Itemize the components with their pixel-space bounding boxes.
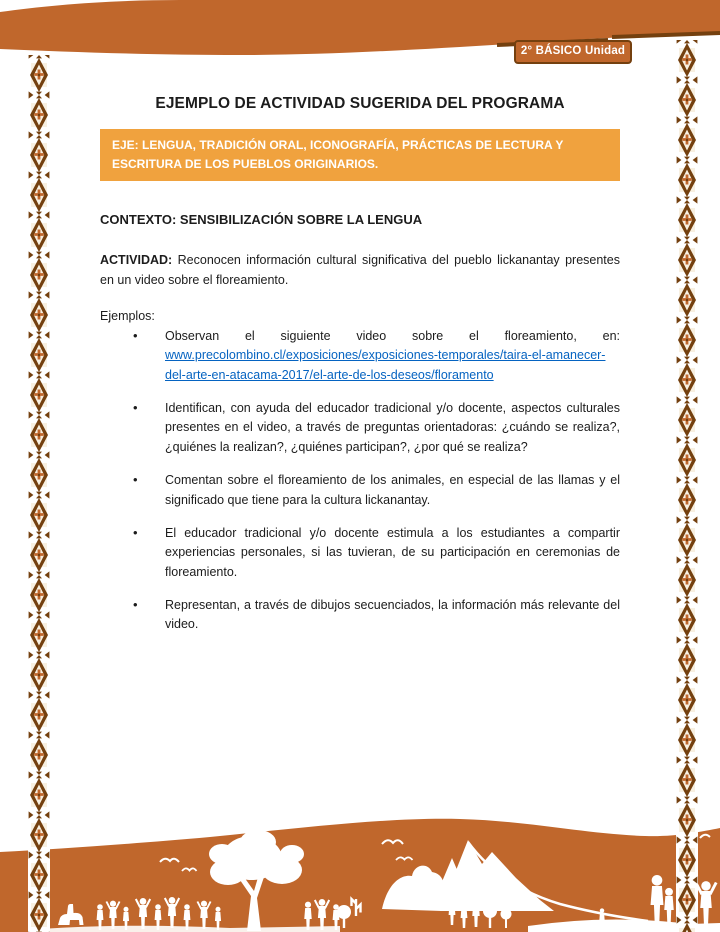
contexto-heading: CONTEXTO: SENSIBILIZACIÓN SOBRE LA LENGUA <box>100 212 423 228</box>
bullet-icon: • <box>133 327 138 343</box>
ejemplos-label: Ejemplos: <box>100 308 155 323</box>
bullet4-text: El educador tradicional y/o docente estimula a los estudiantes a compartir experiencias personales, si las tuvieran, de su participación en ceremonias de floreamiento. <box>165 525 620 579</box>
bullet-icon: • <box>133 472 138 488</box>
left-andean-border-icon <box>28 55 50 932</box>
bullet1-text: Observan el siguiente video sobre el floreamiento, en: <box>165 328 620 343</box>
list-item-representan <box>133 596 620 635</box>
bullet-icon: • <box>133 524 138 540</box>
actividad-label: ACTIVIDAD: <box>100 253 173 268</box>
bullet3-text: Comentan sobre el floreamiento de los animales, en especial de las llamas y el significado que tiene para la cultura lickanantay. <box>165 473 620 507</box>
eje-highlight-box <box>100 129 620 181</box>
list-item-educador <box>133 524 620 582</box>
bullet5-text: Representan, a través de dibujos secuenciados, la información más relevante del video. <box>165 598 620 632</box>
bullet-icon: • <box>133 597 138 613</box>
bullet-icon: • <box>133 400 138 416</box>
list-item-comentan <box>133 471 620 510</box>
footer-landscape-icon <box>0 812 720 932</box>
page-title: EJEMPLO DE ACTIVIDAD SUGERIDA DEL PROGRAMA <box>155 95 565 112</box>
list-item-video <box>133 327 620 385</box>
unit-badge: 2° BÁSICO Unidad 1 <box>514 40 632 64</box>
eje-text: EJE: LENGUA, TRADICIÓN ORAL, ICONOGRAFÍA, PRÁCTICAS DE LECTURA Y ESCRITURA DE LOS PUEBLOS ORIGINARIOS. <box>112 138 564 171</box>
bullet2-text: Identifican, con ayuda del educador tradicional y/o docente, aspectos culturales presentes en el video, a través de preguntas orientadoras: ¿cuándo se realiza?, ¿quiénes la realizan?, ¿quiénes participan?, ¿por qué se realiza? <box>165 401 620 454</box>
video-link[interactable]: www.precolombino.cl/exposiciones/exposiciones-temporales/taira-el-amanecer-del-arte-en-atacama-2017/el-arte-de-los-deseos/floramento <box>165 348 606 382</box>
examples-list <box>100 327 620 635</box>
actividad-paragraph <box>100 251 620 290</box>
content-area <box>100 95 620 649</box>
list-item-identifican <box>133 399 620 457</box>
actividad-text: Reconocen información cultural significativa del pueblo lickanantay presentes en un video sobre el floreamiento. <box>100 253 620 287</box>
right-andean-border-icon <box>676 40 698 932</box>
